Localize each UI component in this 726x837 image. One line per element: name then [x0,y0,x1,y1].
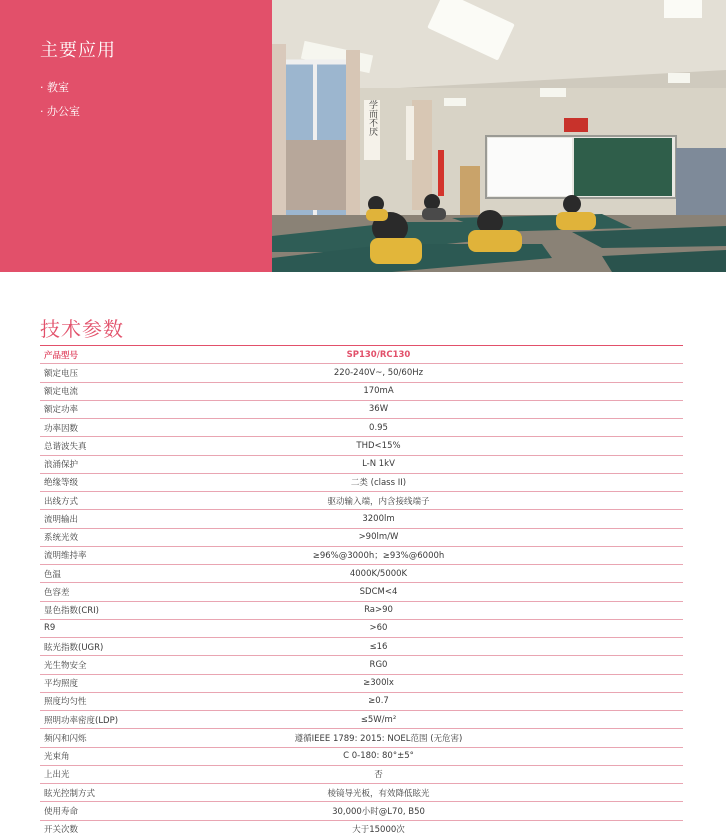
specs-title: 技术参数 [40,317,124,341]
spec-value: THD<15% [190,437,683,455]
spec-row [40,364,683,382]
spec-value: 驱动输入端，内含接线端子 [190,492,683,510]
spec-label: 使用寿命 [40,802,190,820]
spec-value: ≤5W/m² [190,711,683,729]
spec-row [40,674,683,692]
spec-label: 照明功率密度(LDP) [40,711,190,729]
classroom-photo [272,0,726,272]
spec-value: 遵循IEEE 1789: 2015: NOEL范围 (无危害) [190,729,683,747]
spec-row [40,565,683,583]
spec-value: 大于15000次 [190,820,683,837]
spec-row [40,419,683,437]
spec-value: 0.95 [190,419,683,437]
spec-label: 出线方式 [40,492,190,510]
spec-value: 4000K/5000K [190,565,683,583]
spec-row [40,802,683,820]
spec-label: 色温 [40,565,190,583]
spec-value: 170mA [190,382,683,400]
applications-title: 主要应用 [40,40,116,61]
spec-value: 36W [190,400,683,418]
spec-label: 绝缘等级 [40,473,190,491]
spec-value: C 0-180: 80°±5° [190,747,683,765]
spec-value: RG0 [190,656,683,674]
spec-row [40,711,683,729]
spec-row [40,638,683,656]
spec-value: 否 [190,765,683,783]
applications-list [40,76,80,124]
poster-text-left: 学而不厌 [367,100,377,136]
spec-value: L-N 1kV [190,455,683,473]
specs-header-value: SP130/RC130 [190,346,683,364]
spec-label: 总谐波失真 [40,437,190,455]
spec-row [40,583,683,601]
spec-value: Ra>90 [190,601,683,619]
spec-value: >60 [190,619,683,637]
specs-header-label: 产品型号 [40,346,190,364]
spec-label: 光生物安全 [40,656,190,674]
spec-value: ≥96%@3000h；≥93%@6000h [190,546,683,564]
spec-label: 显色指数(CRI) [40,601,190,619]
spec-value: ≥0.7 [190,692,683,710]
spec-label: 眩光指数(UGR) [40,638,190,656]
spec-label: 色容差 [40,583,190,601]
spec-row [40,656,683,674]
top-band [0,0,726,272]
spec-row [40,437,683,455]
spec-value: 3200lm [190,510,683,528]
spec-row [40,601,683,619]
spec-label: 照度均匀性 [40,692,190,710]
spec-label: 光束角 [40,747,190,765]
spec-value: 220-240V~, 50/60Hz [190,364,683,382]
spec-label: R9 [40,619,190,637]
spec-label: 流明输出 [40,510,190,528]
spec-row [40,546,683,564]
spec-label: 开关次数 [40,820,190,837]
spec-label: 额定电流 [40,382,190,400]
spec-label: 功率因数 [40,419,190,437]
spec-value: 30,000小时@L70, B50 [190,802,683,820]
spec-row [40,400,683,418]
spec-value: SDCM<4 [190,583,683,601]
spec-label: 平均照度 [40,674,190,692]
spec-label: 浪涌保护 [40,455,190,473]
spec-label: 额定功率 [40,400,190,418]
spec-row [40,473,683,491]
applications-panel [0,0,272,272]
specs-table [40,345,683,837]
spec-label: 上出光 [40,765,190,783]
spec-row [40,492,683,510]
spec-label: 流明维持率 [40,546,190,564]
spec-value: ≤16 [190,638,683,656]
application-item-classroom: · 教室 [40,76,80,100]
application-item-office: · 办公室 [40,100,80,124]
spec-row [40,820,683,837]
spec-row [40,510,683,528]
spec-row [40,528,683,546]
spec-label: 频闪和闪烁 [40,729,190,747]
spec-label: 眩光控制方式 [40,784,190,802]
spec-row [40,747,683,765]
spec-row [40,382,683,400]
spec-row [40,784,683,802]
spec-row [40,619,683,637]
spec-row [40,765,683,783]
spec-value: ≥300lx [190,674,683,692]
spec-label: 系统光效 [40,528,190,546]
spec-label: 额定电压 [40,364,190,382]
spec-value: 二类 (class II) [190,473,683,491]
spec-value: 棱镜导光板，有效降低眩光 [190,784,683,802]
specs-header-row [40,346,683,364]
spec-row [40,692,683,710]
spec-value: >90lm/W [190,528,683,546]
spec-row [40,455,683,473]
spec-row [40,729,683,747]
